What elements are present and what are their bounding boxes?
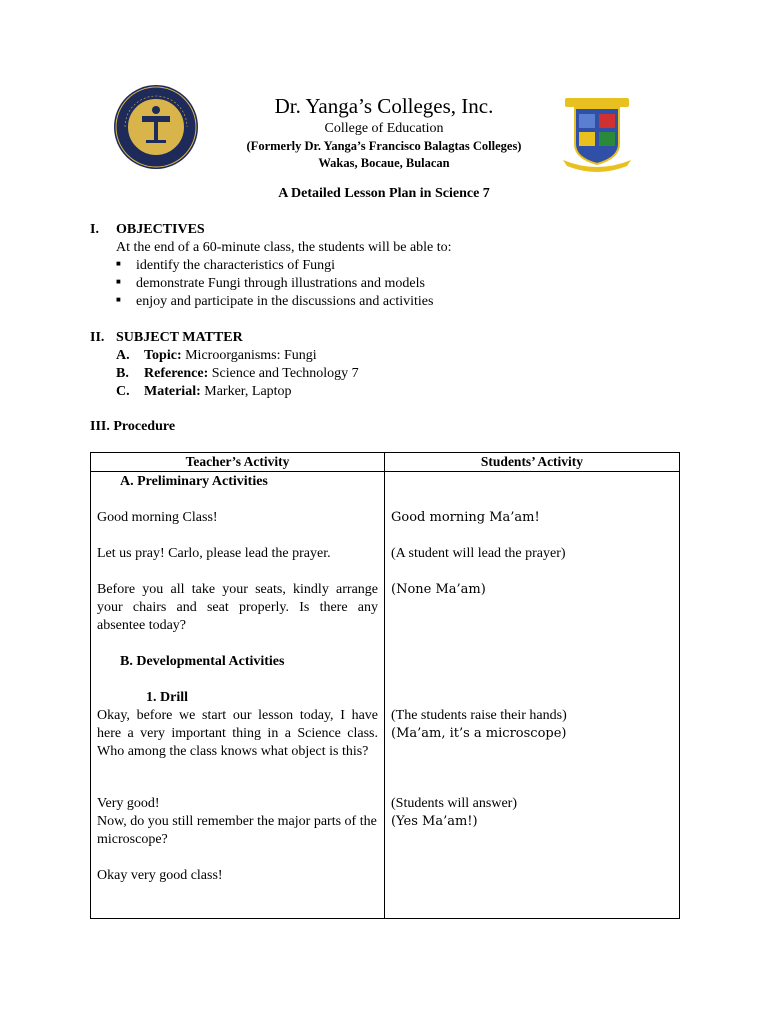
teacher-remember: Now, do you still remember the major parts of the microscope? (97, 814, 377, 847)
subject-matter-numeral: II. (90, 330, 105, 345)
objectives-title: OBJECTIVES (116, 222, 205, 237)
student-answer: (Students will answer) (391, 796, 517, 811)
student-activity-cell (385, 472, 680, 919)
student-microscope: (Ma’am, it’s a microscope) (391, 726, 567, 741)
student-activity-header: Students’ Activity (385, 453, 680, 472)
teacher-prayer: Let us pray! Carlo, please lead the prayer. (97, 546, 331, 561)
student-prayer: (A student will lead the prayer) (391, 546, 566, 561)
document-header (0, 92, 768, 172)
student-raise-hands: (The students raise their hands) (391, 708, 567, 723)
teacher-seats: Before you all take your seats, kindly arrange your chairs and seat properly. Is there any absentee today? (97, 582, 378, 633)
bullet-icon: ■ (116, 259, 121, 268)
school-name: Dr. Yanga’s Colleges, Inc. (274, 94, 494, 118)
student-yes: (Yes Ma’am!) (391, 814, 478, 829)
bullet-icon: ■ (116, 277, 121, 286)
student-greeting: Good morning Ma’am! (391, 510, 540, 525)
teacher-greeting: Good morning Class! (97, 510, 218, 525)
college-name: College of Education (324, 121, 444, 136)
objective-item: ■ enjoy and participate in the discussions and activities (116, 293, 433, 311)
teacher-okay: Okay very good class! (97, 868, 223, 883)
school-address: Wakas, Bocaue, Bulacan (318, 156, 450, 170)
student-absentee: (None Ma’am) (391, 582, 486, 597)
objectives-heading (90, 221, 205, 239)
teacher-activity-header: Teacher’s Activity (91, 453, 385, 472)
teacher-activity-cell (91, 472, 385, 919)
teacher-drill-text: Okay, before we start our lesson today, I have here a very important thing in a Science class. Who among the class knows what object is this? (97, 708, 378, 759)
subject-matter-title: SUBJECT MATTER (116, 330, 243, 345)
drill-heading: 1. Drill (146, 690, 188, 705)
subject-matter-heading (90, 329, 243, 347)
subject-matter-reference: B. Reference: Science and Technology 7 (116, 366, 359, 381)
subject-matter-material: C. Material: Marker, Laptop (116, 384, 292, 399)
procedure-heading: III. Procedure (90, 419, 176, 434)
preliminary-heading: A. Preliminary Activities (120, 474, 268, 489)
teacher-very-good: Very good! (97, 796, 160, 811)
developmental-heading: B. Developmental Activities (120, 654, 285, 669)
objective-item: ■ demonstrate Fungi through illustrations and models (116, 275, 425, 293)
procedure-table (90, 452, 680, 919)
objectives-numeral: I. (90, 222, 99, 237)
lesson-plan-title: A Detailed Lesson Plan in Science 7 (278, 186, 490, 201)
objective-item: ■ identify the characteristics of Fungi (116, 257, 335, 275)
objectives-intro: At the end of a 60-minute class, the students will be able to: (116, 240, 452, 255)
former-name: (Formerly Dr. Yanga’s Francisco Balagtas Colleges) (246, 139, 522, 153)
subject-matter-topic: A. Topic: Microorganisms: Fungi (116, 348, 317, 363)
bullet-icon: ■ (116, 295, 121, 304)
